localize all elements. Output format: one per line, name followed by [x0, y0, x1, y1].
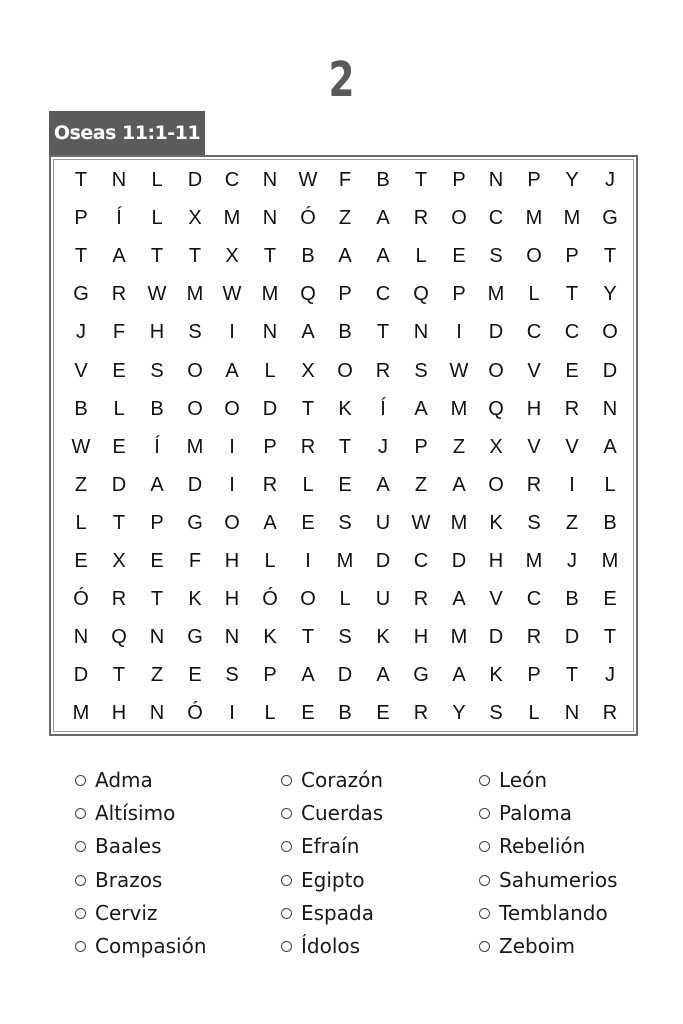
grid-cell[interactable]: N	[564, 702, 580, 725]
grid-cell[interactable]: E	[452, 245, 466, 268]
grid-cell[interactable]: Ó	[187, 702, 203, 725]
grid-cell[interactable]: E	[301, 702, 315, 725]
grid-cell[interactable]: R	[262, 473, 278, 496]
word-label: Espada	[301, 900, 374, 925]
grid-cell[interactable]: X	[188, 207, 202, 230]
grid-cell[interactable]: Í	[116, 207, 122, 230]
grid-cell[interactable]: B	[376, 169, 390, 191]
grid-cell[interactable]: Y	[565, 169, 579, 191]
word-label: Temblando	[499, 900, 608, 925]
grid-cell[interactable]: L	[528, 283, 540, 306]
word-label: Sahumerios	[499, 867, 618, 892]
grid-row	[51, 161, 636, 199]
grid-cell[interactable]: M	[563, 207, 581, 230]
grid-cell[interactable]: E	[301, 511, 315, 534]
circle-outline-icon[interactable]	[479, 875, 490, 886]
grid-cell[interactable]: E	[74, 550, 88, 572]
grid-cell[interactable]: S	[338, 511, 352, 534]
grid-cell[interactable]: D	[262, 397, 278, 420]
grid-cell[interactable]: T	[74, 169, 88, 191]
grid-cell[interactable]: A	[452, 588, 466, 611]
grid-cell[interactable]: T	[263, 245, 277, 268]
grid-cell[interactable]: K	[489, 664, 503, 687]
grid-cell[interactable]: I	[456, 321, 462, 344]
grid-cell[interactable]: R	[602, 702, 618, 725]
grid-cell[interactable]: T	[112, 511, 126, 534]
grid-cell[interactable]: V	[489, 588, 503, 611]
grid-cell[interactable]: M	[72, 702, 90, 725]
grid-cell[interactable]: N	[262, 321, 278, 344]
grid-cell[interactable]: P	[527, 664, 541, 687]
grid-cell[interactable]: Q	[413, 283, 429, 306]
grid-cell[interactable]: X	[112, 550, 126, 572]
grid-cell[interactable]: H	[526, 397, 542, 420]
circle-outline-icon[interactable]	[479, 908, 490, 919]
grid-cell[interactable]: P	[263, 435, 277, 458]
grid-cell[interactable]: I	[229, 321, 235, 344]
grid-cell[interactable]: A	[376, 207, 390, 230]
grid-cell[interactable]: S	[338, 626, 352, 649]
grid-cell[interactable]: N	[149, 626, 165, 649]
grid-cell[interactable]: T	[74, 245, 88, 268]
word-list-item[interactable]	[281, 830, 359, 863]
grid-cell[interactable]: C	[564, 321, 580, 344]
grid-cell[interactable]: P	[452, 169, 466, 191]
grid-cell[interactable]: C	[413, 550, 429, 572]
grid-cell[interactable]: D	[187, 169, 203, 191]
grid-cell[interactable]: M	[487, 283, 505, 306]
grid-row	[51, 313, 636, 351]
grid-cell[interactable]: R	[526, 473, 542, 496]
word-label: Zeboim	[499, 934, 575, 958]
grid-cell[interactable]: W	[222, 283, 242, 306]
grid-cell[interactable]: L	[528, 702, 540, 725]
grid-cell[interactable]: E	[150, 550, 164, 572]
grid-cell[interactable]: E	[112, 359, 126, 382]
grid-cell[interactable]: W	[147, 283, 167, 306]
grid-cell[interactable]: O	[488, 359, 504, 382]
grid-cell[interactable]: L	[339, 588, 351, 611]
grid-cell[interactable]: T	[376, 321, 390, 344]
grid-cell[interactable]: B	[338, 321, 352, 344]
passage-tab: Oseas 11:1-11	[49, 111, 205, 155]
grid-cell[interactable]: A	[263, 511, 277, 534]
word-label: Corazón	[301, 768, 384, 792]
grid-cell[interactable]: B	[565, 588, 579, 611]
word-label: Compasión	[95, 934, 207, 958]
grid-cell[interactable]: A	[603, 435, 617, 458]
grid-cell[interactable]: T	[565, 283, 579, 306]
circle-outline-icon[interactable]	[281, 841, 292, 852]
grid-cell[interactable]: M	[186, 283, 204, 306]
grid-cell[interactable]: Ó	[262, 588, 278, 611]
circle-outline-icon[interactable]	[75, 775, 86, 786]
grid-cell[interactable]: T	[150, 588, 164, 611]
grid-cell[interactable]: C	[526, 588, 542, 611]
grid-cell[interactable]: H	[413, 626, 429, 649]
grid-cell[interactable]: H	[488, 550, 504, 572]
word-search-grid	[49, 155, 638, 736]
grid-cell[interactable]: U	[375, 588, 391, 611]
word-list-item[interactable]	[479, 930, 575, 963]
grid-cell[interactable]: O	[187, 397, 203, 420]
grid-row	[51, 199, 636, 237]
word-label: Adma	[95, 768, 153, 792]
word-label: León	[499, 768, 548, 792]
word-list-item[interactable]	[75, 830, 162, 863]
grid-cell[interactable]: Y	[452, 702, 466, 725]
grid-cell[interactable]: W	[298, 169, 318, 191]
circle-outline-icon[interactable]	[281, 775, 292, 786]
grid-cell[interactable]: O	[451, 207, 467, 230]
grid-cell[interactable]: K	[263, 626, 277, 649]
grid-cell[interactable]: V	[565, 435, 579, 458]
grid-cell[interactable]: G	[187, 511, 203, 534]
grid-cell[interactable]: A	[338, 245, 352, 268]
grid-cell[interactable]: T	[112, 664, 126, 687]
grid-cell[interactable]: O	[526, 245, 542, 268]
grid-cell[interactable]: M	[186, 435, 204, 458]
grid-cell[interactable]: I	[229, 435, 235, 458]
grid-cell[interactable]: G	[413, 664, 429, 687]
grid-cell[interactable]: Z	[150, 664, 164, 687]
grid-cell[interactable]: S	[225, 664, 239, 687]
grid-cell[interactable]: T	[414, 169, 428, 191]
grid-cell[interactable]: L	[415, 245, 427, 268]
grid-cell[interactable]: H	[224, 550, 240, 572]
grid-cell[interactable]: P	[565, 245, 579, 268]
grid-cell[interactable]: G	[73, 283, 89, 306]
grid-cell[interactable]: T	[301, 626, 315, 649]
grid-cell[interactable]: H	[224, 588, 240, 611]
grid-cell[interactable]: H	[149, 321, 165, 344]
grid-cell[interactable]: O	[602, 321, 618, 344]
grid-cell[interactable]: U	[375, 511, 391, 534]
grid-cell[interactable]: N	[262, 169, 278, 191]
grid-cell[interactable]: V	[527, 435, 541, 458]
grid-cell[interactable]: F	[112, 321, 126, 344]
grid-cell[interactable]: S	[414, 359, 428, 382]
grid-cell[interactable]: O	[488, 473, 504, 496]
grid-cell[interactable]: M	[223, 207, 241, 230]
grid-cell[interactable]: E	[112, 435, 126, 458]
circle-outline-icon[interactable]	[75, 941, 86, 952]
grid-cell[interactable]: B	[603, 511, 617, 534]
word-label: Egipto	[301, 867, 365, 892]
grid-cell[interactable]: Z	[74, 473, 88, 496]
word-label: Paloma	[499, 801, 572, 826]
grid-cell[interactable]: E	[603, 588, 617, 611]
grid-cell[interactable]: D	[564, 626, 580, 649]
grid-cell[interactable]: Z	[452, 435, 466, 458]
grid-cell[interactable]: X	[301, 359, 315, 382]
grid-cell[interactable]: Í	[380, 397, 386, 420]
word-list-item[interactable]	[281, 897, 374, 930]
grid-cell[interactable]: W	[411, 511, 431, 534]
grid-cell[interactable]: G	[187, 626, 203, 649]
grid-row	[51, 390, 636, 428]
grid-cell[interactable]: R	[111, 283, 127, 306]
grid-cell[interactable]: P	[150, 511, 164, 534]
grid-cell[interactable]: O	[337, 359, 353, 382]
grid-cell[interactable]: R	[413, 207, 429, 230]
grid-cell[interactable]: L	[264, 359, 276, 382]
grid-cell[interactable]: Y	[603, 283, 617, 306]
grid-cell[interactable]: D	[375, 550, 391, 572]
grid-row	[51, 428, 636, 466]
grid-cell[interactable]: B	[338, 702, 352, 725]
grid-cell[interactable]: A	[376, 473, 390, 496]
grid-cell[interactable]: T	[565, 664, 579, 687]
grid-cell[interactable]: K	[376, 626, 390, 649]
grid-cell[interactable]: A	[301, 664, 315, 687]
grid-row	[51, 580, 636, 618]
grid-cell[interactable]: O	[300, 588, 316, 611]
grid-row	[51, 504, 636, 542]
grid-cell[interactable]: L	[264, 550, 276, 572]
grid-cell[interactable]: Q	[111, 626, 127, 649]
grid-cell[interactable]: E	[565, 359, 579, 382]
grid-cell[interactable]: L	[604, 473, 616, 496]
word-label: Ídolos	[301, 934, 361, 958]
grid-cell[interactable]: S	[527, 511, 541, 534]
word-label: Cerviz	[95, 900, 158, 925]
grid-cell[interactable]: J	[567, 550, 577, 572]
word-label: Baales	[95, 834, 162, 859]
grid-cell[interactable]: C	[224, 169, 240, 191]
circle-outline-icon[interactable]	[479, 841, 490, 852]
word-label: Altísimo	[95, 801, 176, 826]
grid-cell[interactable]: X	[489, 435, 503, 458]
grid-cell[interactable]: H	[111, 702, 127, 725]
grid-cell[interactable]: K	[188, 588, 202, 611]
grid-cell[interactable]: E	[376, 702, 390, 725]
circle-outline-icon[interactable]	[75, 875, 86, 886]
word-list-item[interactable]	[75, 930, 207, 963]
grid-cell[interactable]: D	[337, 664, 353, 687]
grid-cell[interactable]: B	[150, 397, 164, 420]
grid-cell[interactable]: E	[188, 664, 202, 687]
grid-cell[interactable]: R	[413, 588, 429, 611]
page-number: 2	[328, 52, 355, 108]
word-list-item[interactable]	[281, 930, 360, 963]
grid-row	[51, 352, 636, 390]
grid-cell[interactable]: N	[149, 702, 165, 725]
grid-cell[interactable]: M	[601, 550, 619, 572]
grid-cell[interactable]: S	[489, 702, 503, 725]
grid-cell[interactable]: N	[413, 321, 429, 344]
grid-cell[interactable]: M	[450, 397, 468, 420]
grid-cell[interactable]: J	[605, 169, 615, 191]
grid-cell[interactable]: L	[302, 473, 314, 496]
letter-grid	[51, 157, 636, 734]
word-list-item[interactable]	[281, 864, 365, 897]
grid-cell[interactable]: Q	[300, 283, 316, 306]
grid-cell[interactable]: D	[602, 359, 618, 382]
grid-cell[interactable]: G	[602, 207, 618, 230]
word-list-item[interactable]	[479, 797, 572, 830]
word-list-item[interactable]	[479, 897, 608, 930]
grid-row	[51, 275, 636, 313]
word-list-item[interactable]	[75, 897, 157, 930]
grid-cell[interactable]: A	[225, 359, 239, 382]
grid-cell[interactable]: A	[414, 397, 428, 420]
grid-cell[interactable]: N	[224, 626, 240, 649]
grid-cell[interactable]: T	[603, 245, 617, 268]
grid-cell[interactable]: R	[111, 588, 127, 611]
grid-cell[interactable]: P	[527, 169, 541, 191]
grid-row	[51, 694, 636, 732]
grid-cell[interactable]: R	[564, 397, 580, 420]
grid-cell[interactable]: P	[452, 283, 466, 306]
grid-cell[interactable]: I	[229, 702, 235, 725]
grid-cell[interactable]: Ó	[73, 588, 89, 611]
grid-cell[interactable]: D	[187, 473, 203, 496]
grid-cell[interactable]: A	[452, 473, 466, 496]
grid-cell[interactable]: N	[262, 207, 278, 230]
grid-cell[interactable]: E	[338, 473, 352, 496]
grid-cell[interactable]: N	[73, 626, 89, 649]
grid-cell[interactable]: C	[526, 321, 542, 344]
grid-cell[interactable]: J	[605, 664, 615, 687]
grid-cell[interactable]: T	[188, 245, 202, 268]
grid-row	[51, 618, 636, 656]
grid-cell[interactable]: L	[75, 511, 87, 534]
grid-cell[interactable]: T	[338, 435, 352, 458]
circle-outline-icon[interactable]	[479, 775, 490, 786]
grid-cell[interactable]: V	[527, 359, 541, 382]
grid-row	[51, 656, 636, 694]
grid-cell[interactable]: A	[376, 245, 390, 268]
grid-cell[interactable]: P	[414, 435, 428, 458]
circle-outline-icon[interactable]	[75, 841, 86, 852]
word-label: Cuerdas	[301, 801, 384, 826]
grid-cell[interactable]: O	[187, 359, 203, 382]
word-list-item[interactable]	[75, 764, 153, 797]
grid-cell[interactable]: A	[301, 321, 315, 344]
circle-outline-icon[interactable]	[281, 875, 292, 886]
grid-cell[interactable]: M	[525, 207, 543, 230]
circle-outline-icon[interactable]	[281, 808, 292, 819]
grid-cell[interactable]: Ó	[300, 207, 316, 230]
grid-cell[interactable]: P	[263, 664, 277, 687]
grid-row	[51, 466, 636, 504]
grid-cell[interactable]: R	[375, 359, 391, 382]
grid-cell[interactable]: A	[112, 245, 126, 268]
grid-cell[interactable]: I	[305, 550, 311, 572]
grid-cell[interactable]: F	[338, 169, 352, 191]
grid-cell[interactable]: D	[488, 626, 504, 649]
grid-cell[interactable]: O	[224, 397, 240, 420]
grid-cell[interactable]: N	[488, 169, 504, 191]
grid-cell[interactable]: I	[569, 473, 575, 496]
word-label: Brazos	[95, 867, 163, 892]
grid-cell[interactable]: V	[74, 359, 88, 382]
grid-cell[interactable]: T	[150, 245, 164, 268]
grid-cell[interactable]: A	[150, 473, 164, 496]
grid-cell[interactable]: A	[452, 664, 466, 687]
word-list-item[interactable]	[75, 864, 162, 897]
grid-cell[interactable]: M	[525, 550, 543, 572]
grid-cell[interactable]: D	[111, 473, 127, 496]
grid-cell[interactable]: S	[150, 359, 164, 382]
grid-cell[interactable]: M	[450, 626, 468, 649]
grid-cell[interactable]: K	[489, 511, 503, 534]
grid-cell[interactable]: N	[602, 397, 618, 420]
grid-cell[interactable]: Z	[565, 511, 579, 534]
circle-outline-icon[interactable]	[479, 808, 490, 819]
grid-cell[interactable]: L	[264, 702, 276, 725]
grid-cell[interactable]: L	[151, 169, 163, 191]
grid-cell[interactable]: D	[73, 664, 89, 687]
grid-cell[interactable]: X	[225, 245, 239, 268]
grid-cell[interactable]: D	[451, 550, 467, 572]
grid-cell[interactable]: S	[188, 321, 202, 344]
grid-cell[interactable]: F	[188, 550, 202, 572]
word-label: Efraín	[301, 834, 360, 859]
grid-cell[interactable]: Q	[488, 397, 504, 420]
grid-cell[interactable]: O	[224, 511, 240, 534]
grid-cell[interactable]: J	[76, 321, 86, 344]
grid-cell[interactable]: D	[488, 321, 504, 344]
grid-cell[interactable]: T	[301, 397, 315, 420]
word-list-item[interactable]	[75, 797, 175, 830]
grid-cell[interactable]: P	[74, 207, 88, 230]
grid-cell[interactable]: R	[526, 626, 542, 649]
grid-cell[interactable]: B	[301, 245, 315, 268]
grid-cell[interactable]: S	[489, 245, 503, 268]
grid-cell[interactable]: Í	[154, 435, 160, 458]
circle-outline-icon[interactable]	[281, 908, 292, 919]
grid-cell[interactable]: M	[450, 511, 468, 534]
grid-cell[interactable]: W	[449, 359, 469, 382]
grid-cell[interactable]: W	[71, 435, 91, 458]
grid-cell[interactable]: M	[336, 550, 354, 572]
grid-cell[interactable]: J	[378, 435, 388, 458]
grid-row	[51, 237, 636, 275]
grid-cell[interactable]: K	[338, 397, 352, 420]
circle-outline-icon[interactable]	[75, 908, 86, 919]
grid-cell[interactable]: I	[229, 473, 235, 496]
grid-cell[interactable]: L	[113, 397, 125, 420]
grid-cell[interactable]: Z	[338, 207, 352, 230]
grid-cell[interactable]: C	[375, 283, 391, 306]
word-list-item[interactable]	[479, 830, 585, 863]
circle-outline-icon[interactable]	[479, 941, 490, 952]
grid-cell[interactable]: A	[376, 664, 390, 687]
grid-cell[interactable]: P	[338, 283, 352, 306]
grid-cell[interactable]: T	[603, 626, 617, 649]
circle-outline-icon[interactable]	[75, 808, 86, 819]
grid-cell[interactable]: C	[488, 207, 504, 230]
grid-cell[interactable]: R	[300, 435, 316, 458]
grid-cell[interactable]: Z	[414, 473, 428, 496]
grid-cell[interactable]: M	[261, 283, 279, 306]
grid-cell[interactable]: L	[151, 207, 163, 230]
word-list-item[interactable]	[281, 764, 383, 797]
grid-cell[interactable]: R	[413, 702, 429, 725]
grid-cell[interactable]: B	[74, 397, 88, 420]
word-list-item[interactable]	[479, 764, 547, 797]
word-list-item[interactable]	[479, 864, 618, 897]
grid-row	[51, 542, 636, 580]
word-label: Rebelión	[499, 834, 586, 859]
word-list-item[interactable]	[281, 797, 383, 830]
grid-cell[interactable]: N	[111, 169, 127, 191]
circle-outline-icon[interactable]	[281, 941, 292, 952]
